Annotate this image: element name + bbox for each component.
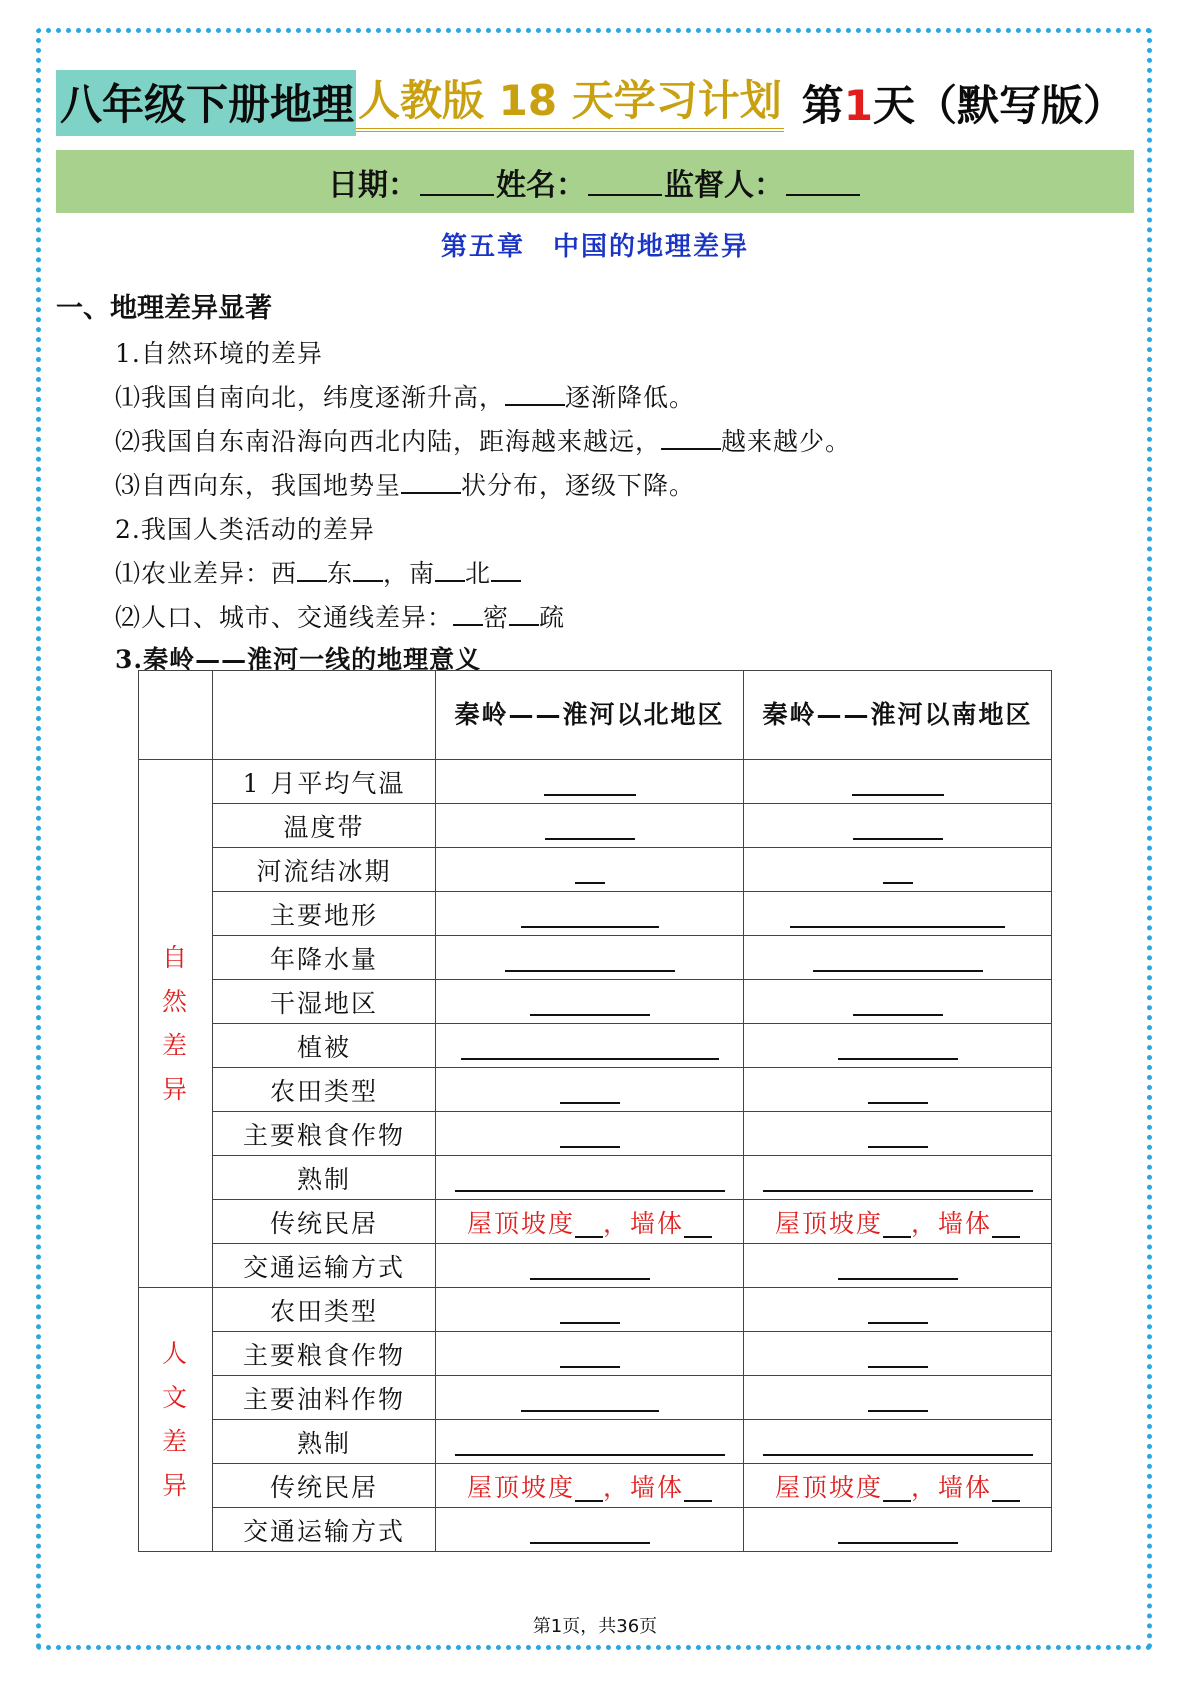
table-row [139, 1332, 1052, 1376]
list-item [115, 334, 323, 370]
header-item-cell [213, 671, 436, 760]
answer-cell[interactable] [436, 1112, 744, 1156]
group-human [139, 1288, 213, 1552]
answer-cell[interactable] [744, 1420, 1052, 1464]
list-item-text: 2.我国人类活动的差异 [115, 515, 375, 544]
list-item [115, 422, 851, 458]
row-label: 主要粮食作物 [213, 1332, 436, 1376]
list-item-text: 3.秦岭——淮河一线的地理意义 [115, 645, 482, 674]
table-row [139, 1420, 1052, 1464]
answer-cell[interactable] [436, 1024, 744, 1068]
table-row [139, 1024, 1052, 1068]
answer-cell[interactable] [744, 1112, 1052, 1156]
name-label: 姓名： [496, 167, 586, 203]
answer-cell[interactable] [744, 1068, 1052, 1112]
answer-cell[interactable] [436, 1156, 744, 1200]
list-item [115, 466, 695, 502]
table-row [139, 1068, 1052, 1112]
fill-blank[interactable] [661, 426, 721, 450]
answer-cell[interactable] [744, 1244, 1052, 1288]
fill-blank[interactable] [297, 558, 327, 582]
answer-cell[interactable] [744, 848, 1052, 892]
row-label: 干湿地区 [213, 980, 436, 1024]
fill-blank[interactable] [505, 382, 565, 406]
answer-cell[interactable] [436, 1244, 744, 1288]
list-item-text: ⑵我国自东南沿海向西北内陆，距海越来越远， [115, 427, 662, 456]
list-item-text: 越来越少。 [721, 427, 852, 456]
row-label: 传统民居 [213, 1464, 436, 1508]
table-row [139, 1508, 1052, 1552]
answer-cell[interactable] [744, 1376, 1052, 1420]
answer-cell[interactable] [436, 760, 744, 804]
row-label: 农田类型 [213, 1068, 436, 1112]
answer-cell[interactable] [744, 804, 1052, 848]
wall-label: ，墙体 [911, 1208, 993, 1238]
page-footer: 第1页，共36页 [532, 1616, 658, 1637]
table-row [139, 804, 1052, 848]
wall-label: ，墙体 [603, 1472, 685, 1502]
list-item-text: ⑶自西向东，我国地势呈 [115, 471, 402, 500]
fill-blank[interactable] [491, 558, 521, 582]
list-item-text: 逐渐降低。 [565, 383, 696, 412]
comparison-table [138, 670, 1052, 1552]
roof-label: 屋顶坡度 [774, 1472, 883, 1502]
answer-cell[interactable] [436, 848, 744, 892]
title-plan: 人教版 18 天学习计划 [356, 74, 784, 132]
answer-cell[interactable] [436, 892, 744, 936]
table-row [139, 1244, 1052, 1288]
table-header-row [139, 671, 1052, 760]
name-blank[interactable] [588, 168, 662, 196]
header-blank-cell [139, 671, 213, 760]
list-item-text: ⑵人口、城市、交通线差异： [115, 603, 454, 632]
group-human-label: 人文差异 [161, 1338, 189, 1500]
table-row [139, 1156, 1052, 1200]
answer-cell[interactable] [436, 1288, 744, 1332]
fill-blank[interactable] [453, 602, 483, 626]
supervisor-label: 监督人： [664, 167, 784, 203]
answer-cell[interactable] [744, 1288, 1052, 1332]
fill-blank[interactable] [401, 470, 461, 494]
table-row [139, 1288, 1052, 1332]
answer-cell[interactable] [436, 1068, 744, 1112]
list-item-text: 疏 [539, 603, 566, 632]
answer-cell[interactable] [436, 1464, 744, 1508]
table-row [139, 980, 1052, 1024]
fill-blank[interactable] [435, 558, 465, 582]
section-title: 一、地理差异显著 [56, 293, 272, 324]
row-label: 传统民居 [213, 1200, 436, 1244]
answer-cell[interactable] [744, 1200, 1052, 1244]
title-day-number: 1 [843, 81, 873, 130]
wall-label: ，墙体 [603, 1208, 685, 1238]
answer-cell[interactable] [744, 1024, 1052, 1068]
list-item [115, 554, 521, 590]
answer-cell[interactable] [744, 980, 1052, 1024]
answer-cell[interactable] [744, 892, 1052, 936]
fill-blank[interactable] [353, 558, 383, 582]
answer-cell[interactable] [436, 1508, 744, 1552]
row-label: 主要粮食作物 [213, 1112, 436, 1156]
header-south: 秦岭——淮河以南地区 [744, 671, 1052, 760]
fill-blank[interactable] [509, 602, 539, 626]
row-label: 1 月平均气温 [213, 760, 436, 804]
title-day-suffix: 天（默写版） [872, 81, 1125, 130]
row-label: 熟制 [213, 1420, 436, 1464]
row-label: 年降水量 [213, 936, 436, 980]
answer-cell[interactable] [744, 1156, 1052, 1200]
group-natural-label: 自然差异 [161, 942, 189, 1104]
info-bar [56, 150, 1134, 213]
row-label: 交通运输方式 [213, 1244, 436, 1288]
table-row [139, 760, 1052, 804]
list-item [115, 510, 375, 546]
list-item-text: ⑴我国自南向北，纬度逐渐升高， [115, 383, 506, 412]
list-item [115, 598, 565, 634]
row-label: 河流结冰期 [213, 848, 436, 892]
supervisor-blank[interactable] [786, 168, 860, 196]
roof-label: 屋顶坡度 [466, 1208, 575, 1238]
row-label: 交通运输方式 [213, 1508, 436, 1552]
list-item-text: ⑴农业差异：西 [115, 559, 298, 588]
answer-cell[interactable] [436, 1332, 744, 1376]
answer-cell[interactable] [744, 1332, 1052, 1376]
table-row [139, 892, 1052, 936]
list-item-text: ，南 [383, 559, 436, 588]
answer-cell[interactable] [436, 980, 744, 1024]
row-label: 植被 [213, 1024, 436, 1068]
answer-cell[interactable] [436, 804, 744, 848]
list-item-text: 东 [327, 559, 354, 588]
row-label: 农田类型 [213, 1288, 436, 1332]
title-day-prefix: 第 [801, 81, 844, 130]
answer-cell[interactable] [436, 1420, 744, 1464]
page-title [56, 70, 1136, 136]
answer-cell[interactable] [436, 1376, 744, 1420]
table-row [139, 1112, 1052, 1156]
list-item-text: 1.自然环境的差异 [115, 339, 323, 368]
answer-cell[interactable] [744, 936, 1052, 980]
roof-label: 屋顶坡度 [774, 1208, 883, 1238]
list-item [115, 378, 695, 414]
answer-cell[interactable] [436, 1200, 744, 1244]
table-row [139, 936, 1052, 980]
list-item-text: 状分布，逐级下降。 [461, 471, 696, 500]
header-north: 秦岭——淮河以北地区 [436, 671, 744, 760]
answer-cell[interactable] [744, 1508, 1052, 1552]
list-item-text: 密 [483, 603, 510, 632]
answer-cell[interactable] [744, 1464, 1052, 1508]
title-grade: 八年级下册地理 [56, 70, 356, 136]
row-label: 熟制 [213, 1156, 436, 1200]
table-row [139, 1376, 1052, 1420]
answer-cell[interactable] [436, 936, 744, 980]
chapter-heading: 第五章 中国的地理差异 [440, 232, 749, 262]
roof-label: 屋顶坡度 [466, 1472, 575, 1502]
group-natural [139, 760, 213, 1288]
answer-cell[interactable] [744, 760, 1052, 804]
date-label: 日期： [328, 167, 418, 203]
row-label: 温度带 [213, 804, 436, 848]
list-item-text: 北 [465, 559, 492, 588]
table-row [139, 1200, 1052, 1244]
title-day [802, 73, 1125, 133]
date-blank[interactable] [420, 168, 494, 196]
table-row [139, 1464, 1052, 1508]
row-label: 主要油料作物 [213, 1376, 436, 1420]
table-row [139, 848, 1052, 892]
row-label: 主要地形 [213, 892, 436, 936]
wall-label: ，墙体 [911, 1472, 993, 1502]
